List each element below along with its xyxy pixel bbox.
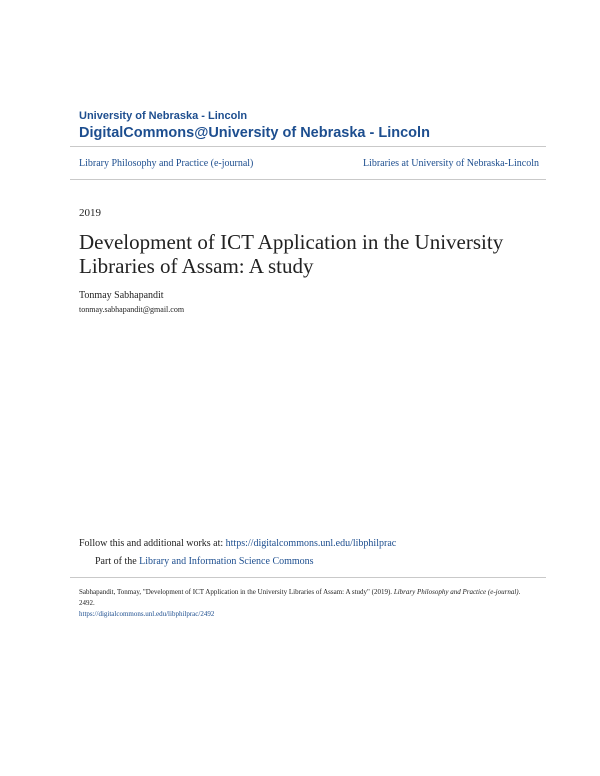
collection-nav <box>79 158 539 169</box>
citation-text: Sabhapandit, Tonmay, "Development of ICT Application in the University Libraries of Assam: A study" (2019). <box>79 588 394 596</box>
citation-block <box>79 587 529 620</box>
citation-journal: Library Philosophy and Practice (e-journal) <box>393 588 519 596</box>
libraries-link[interactable]: Libraries at University of Nebraska-Lincoln <box>362 158 539 169</box>
follow-line <box>79 538 396 549</box>
citation-url-link[interactable]: https://digitalcommons.unl.edu/libphilprac/2492 <box>79 610 215 618</box>
part-of-label: Part of the <box>95 556 140 567</box>
collection-url-link[interactable]: https://digitalcommons.unl.edu/libphilprac <box>225 538 397 549</box>
citation-divider <box>70 577 546 578</box>
author-name: Tonmay Sabhapandit <box>79 290 164 301</box>
part-of-line <box>95 556 314 567</box>
publication-year: 2019 <box>79 207 101 219</box>
nav-divider <box>70 179 546 180</box>
commons-link[interactable]: Library and Information Science Commons <box>139 556 314 567</box>
follow-label: Follow this and additional works at: <box>79 538 226 549</box>
repository-header <box>79 110 549 142</box>
author-email: tonmay.sabhapandit@gmail.com <box>79 305 185 314</box>
institution-name[interactable]: University of Nebraska - Lincoln <box>79 110 248 122</box>
repository-name[interactable]: DigitalCommons@University of Nebraska - Lincoln <box>79 125 430 141</box>
citation-suffix: . 2492. <box>79 588 521 607</box>
paper-title: Development of ICT Application in the University Libraries of Assam: A study <box>79 230 504 278</box>
journal-link[interactable]: Library Philosophy and Practice (e-journal) <box>79 158 254 169</box>
top-divider <box>70 146 546 147</box>
